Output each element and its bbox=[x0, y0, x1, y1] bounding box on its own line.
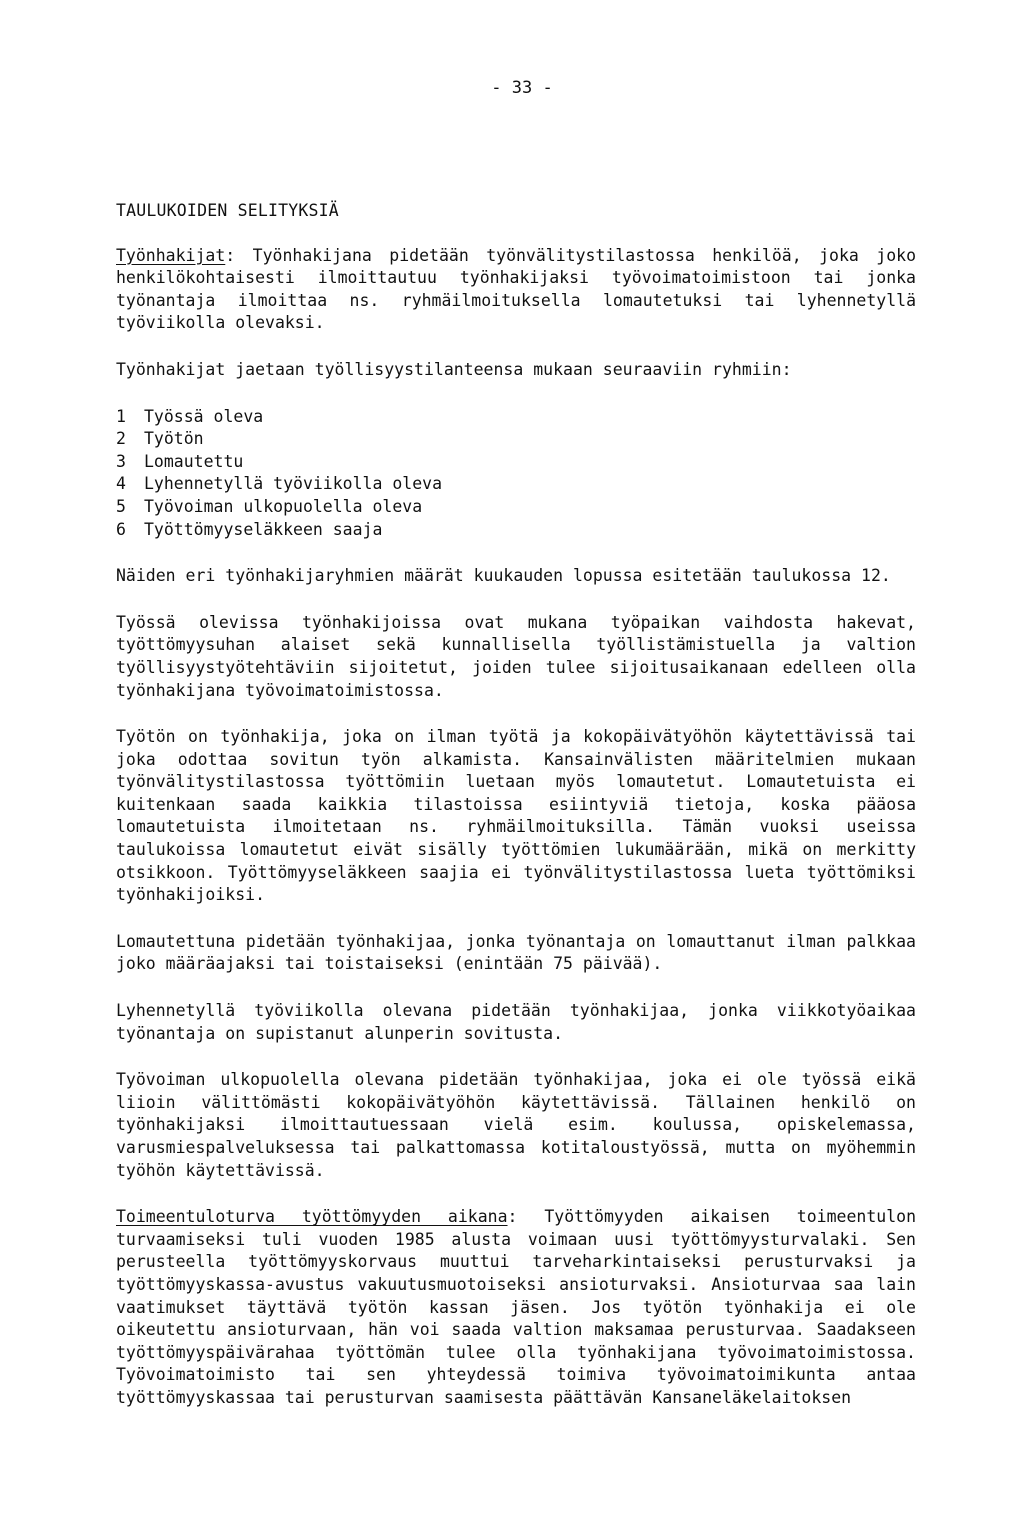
paragraph-tyoton: Työtön on työnhakija, joka on ilman työtä ja kokopäivätyöhön käytettävissä tai joka odottaa sovitun työn alkamista. Kansainvälisten määritelmien mukaan työnvälitystilastossa työttömiin luetaan myös lomautetut. Lomautetuista ei kuitenkaan saada kaikkia tilastoissa esiintyviä tietoja, koska pääosa lomautetuista ilmoitetaan ns. ryhmäilmoituksilla. Tämän vuoksi useissa taulukoissa lomautetut eivät sisälly työttömien lukumäärään, mikä on merkitty otsikkoon. Työttömyyseläkkeen saajia ei työnvälitystilastossa lueta työttömiksi työnhakijoiksi. bbox=[116, 727, 916, 905]
list-item-number: 5 bbox=[116, 496, 126, 516]
list-item bbox=[116, 451, 916, 474]
paragraph-table-reference: Näiden eri työnhakijaryhmien määrät kuukauden lopussa esitetään taulukossa 12. bbox=[116, 566, 891, 586]
group-list bbox=[116, 406, 916, 542]
list-item-label: Työvoiman ulkopuolella oleva bbox=[144, 496, 423, 516]
list-item-number: 6 bbox=[116, 519, 126, 539]
paragraph-lyhennetty-tyoviikko: Lyhennetyllä työviikolla olevana pidetään työnhakijaa, jonka viikkotyöaikaa työnantaja on supistanut alunperin sovitusta. bbox=[116, 1001, 916, 1043]
list-item-label: Lyhennetyllä työviikolla oleva bbox=[144, 474, 443, 494]
list-item-number: 2 bbox=[116, 429, 126, 449]
paragraph-tyossa-olevat: Työssä olevissa työnhakijoissa ovat mukana työpaikan vaihdosta hakevat, työttömyysuhan alaiset sekä kunnallisella työllistämistuella ja valtion työllisyystyötehtäviin sijoitetut, joiden tulee sijoitusaikanaan edelleen olla työnhakijana työvoimatoimistossa. bbox=[116, 612, 916, 700]
list-item-label: Lomautettu bbox=[144, 451, 244, 471]
paragraph-tyovoiman-ulkopuolella: Työvoiman ulkopuolella olevana pidetään työnhakijaa, joka ei ole työssä eikä liioin välittömästi kokopäivätyöhön käytettävissä. Tällainen henkilö on työnhakijaksi ilmoittautuessaan vielä esim. koulussa, opiskelemassa, varusmiespalveluksessa tai palkattomassa kotitaloustyössä, mutta on myöhemmin työhön käytettävissä. bbox=[116, 1070, 916, 1180]
term-tyonhakijat: Työnhakijat bbox=[116, 245, 226, 265]
paragraph-toimeentuloturva bbox=[116, 1206, 916, 1409]
list-item bbox=[116, 406, 916, 429]
section-heading: TAULUKOIDEN SELITYKSIÄ bbox=[116, 201, 339, 220]
list-item-label: Työttömyyseläkkeen saaja bbox=[144, 519, 383, 539]
list-item bbox=[116, 428, 916, 451]
document-body bbox=[116, 200, 916, 1434]
list-item-label: Työssä oleva bbox=[144, 406, 264, 426]
paragraph-tyonhakijat bbox=[116, 245, 916, 335]
page-number: - 33 - bbox=[491, 78, 553, 98]
list-item bbox=[116, 473, 916, 496]
paragraph-groups-intro: Työnhakijat jaetaan työllisyystilanteensa mukaan seuraaviin ryhmiin: bbox=[116, 359, 792, 379]
list-item bbox=[116, 496, 916, 519]
list-item-number: 3 bbox=[116, 451, 126, 471]
definition-tyonhakijat: : Työnhakijana pidetään työnvälitystilastossa henkilöä, joka joko henkilökohtaisesti ilmoittautuu työnhakijaksi työvoimatoimistoon tai jonka työnantaja ilmoittaa ns. ryhmäilmoituksella lomautetuksi tai lyhennetyllä työviikolla olevaksi. bbox=[116, 245, 916, 333]
list-item bbox=[116, 519, 916, 542]
paragraph-lomautettu: Lomautettuna pidetään työnhakijaa, jonka työnantaja on lomauttanut ilman palkkaa joko määräajaksi tai toistaiseksi (enintään 75 päivää). bbox=[116, 931, 916, 974]
list-item-label: Työtön bbox=[144, 429, 204, 449]
list-item-number: 4 bbox=[116, 474, 126, 494]
list-item-number: 1 bbox=[116, 406, 126, 426]
definition-toimeentuloturva: : Työttömyyden aikaisen toimeentulon turvaamiseksi tuli vuoden 1985 alusta voimaan uusi työttömyysturvalaki. Sen perusteella työttömyyskorvaus muuttui tarveharkintaiseksi perusturvaksi ja työttömyyskassa-avustus vakuutusmuotoiseksi ansioturvaksi. Ansioturvaa saa lain vaatimukset täyttävä työtön kassan jäsen. Jos työtön työnhakija ei ole oikeutettu ansioturvaan, hän voi saada valtion maksamaa perusturvaa. Saadakseen työttömyyspäivärahaa työttömän tulee olla työnhakijana työvoimatoimistossa. Työvoimatoimisto tai sen yhteydessä toimiva työvoimatoimikunta antaa työttömyyskassaa tai perusturvan saamisesta päättävän Kansaneläkelaitoksen bbox=[116, 1207, 916, 1407]
term-toimeentuloturva: Toimeentuloturva työttömyyden aikana bbox=[116, 1207, 508, 1227]
